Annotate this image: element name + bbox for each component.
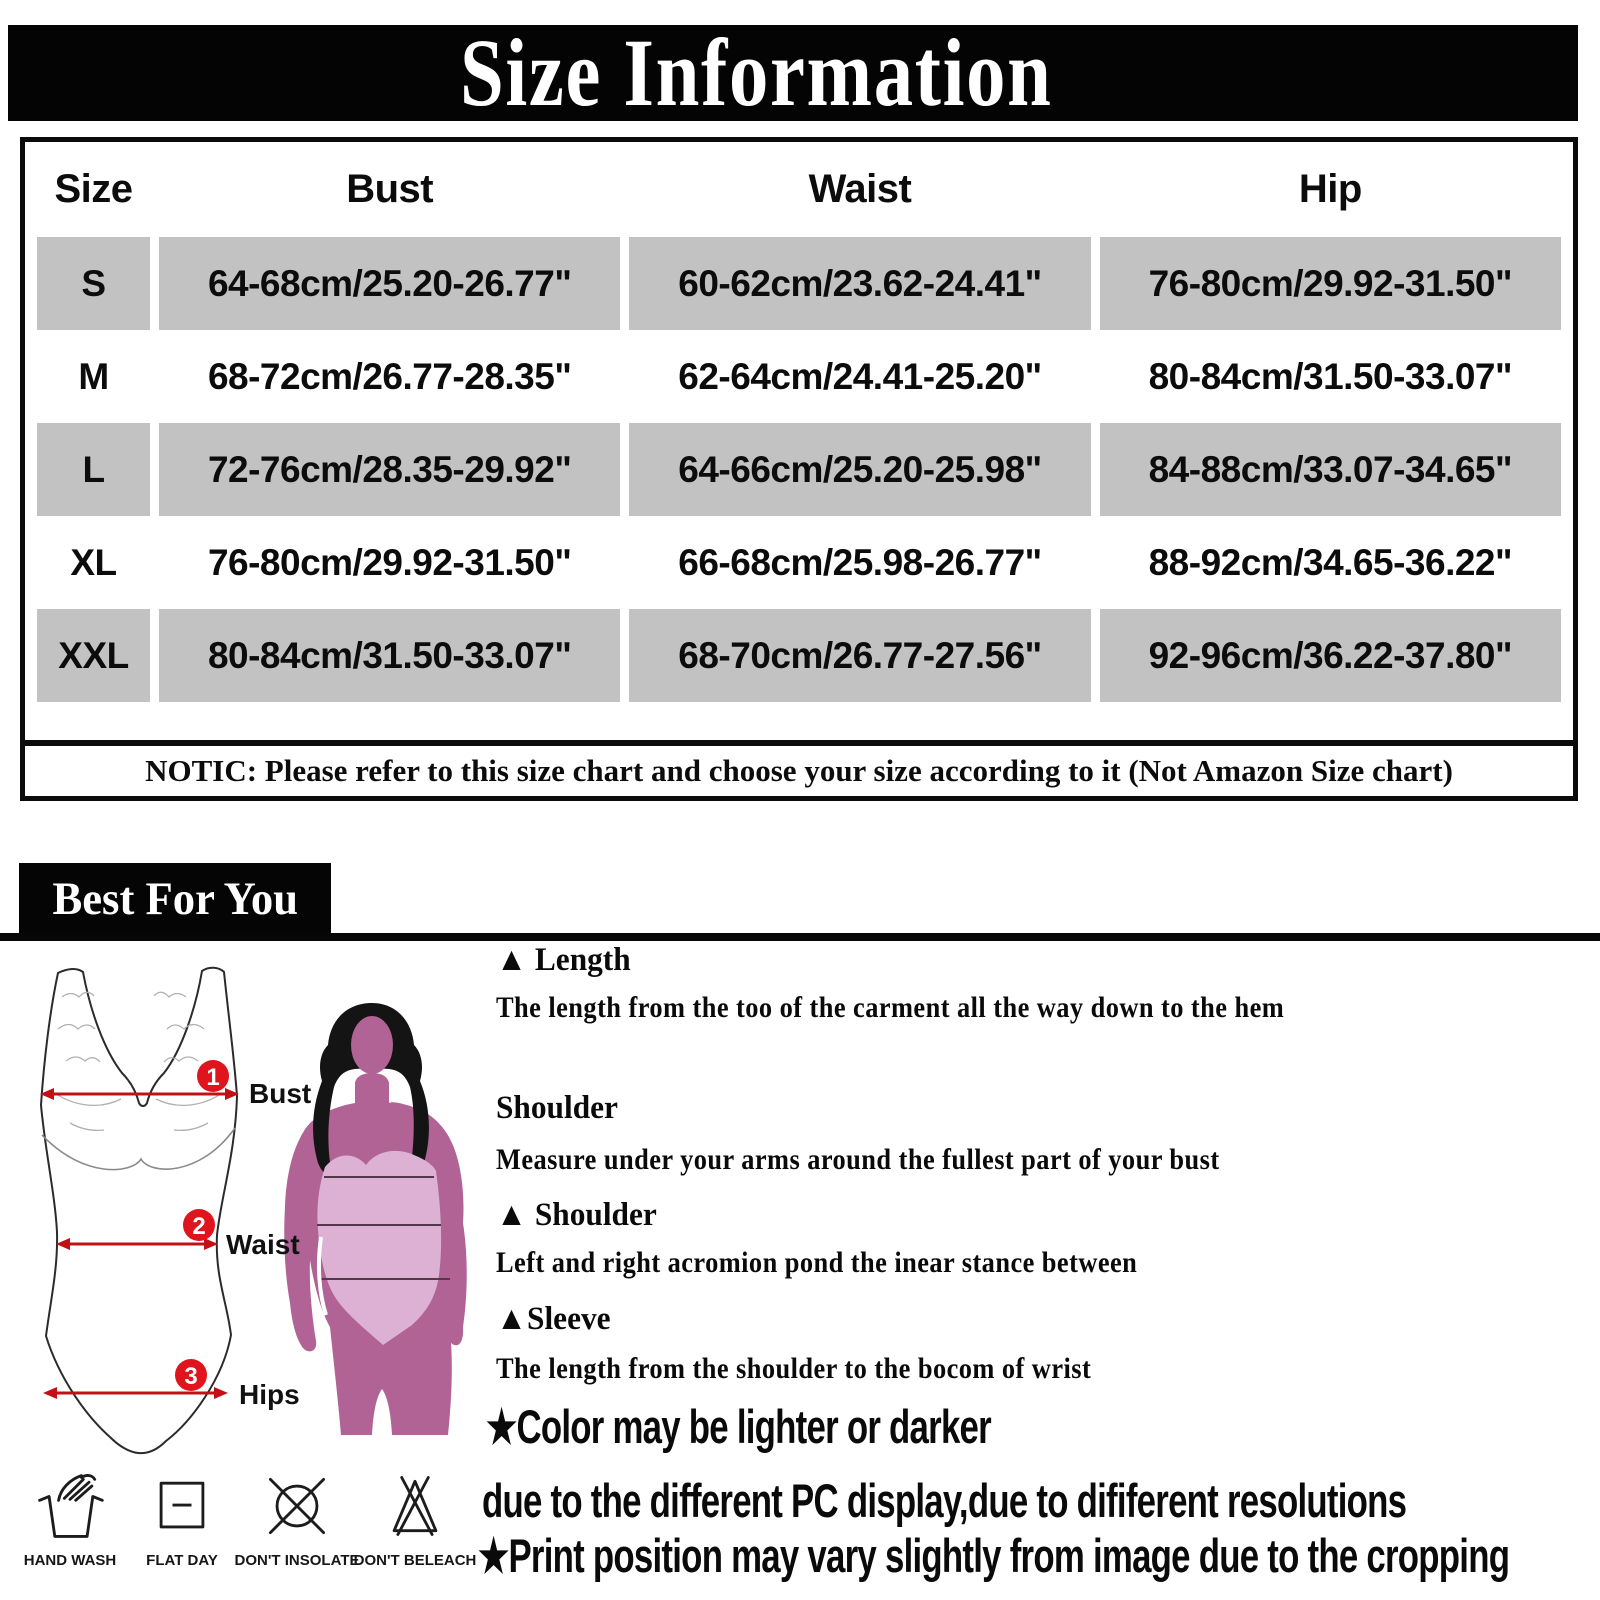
- cell-waist: 66-68cm/25.98-26.77": [678, 541, 1042, 583]
- cell-size: S: [37, 237, 150, 330]
- table-row: [25, 609, 1573, 702]
- table-row: [25, 237, 1573, 330]
- table-spacer: [25, 702, 1573, 740]
- hand-wash-icon: [32, 1468, 108, 1544]
- cell-bust: 72-76cm/28.35-29.92": [159, 423, 620, 516]
- hips-marker-badge: [175, 1359, 207, 1391]
- care-icons: [14, 1468, 477, 1569]
- cell-size: XXL: [37, 609, 150, 702]
- table-row: [25, 330, 1573, 423]
- guide-heading-shoulder2: ▲ Shoulder: [496, 1197, 657, 1233]
- dont-beleach-icon: [377, 1468, 453, 1544]
- measurement-diagram: [0, 945, 480, 1457]
- hips-label: Hips: [239, 1379, 300, 1410]
- cell-hip: 80-84cm/31.50-33.07": [1148, 355, 1513, 397]
- table-row: [25, 516, 1573, 609]
- cell-hip: 84-88cm/33.07-34.65": [1100, 423, 1561, 516]
- cell-bust: 76-80cm/29.92-31.50": [207, 541, 572, 583]
- swimsuit-illustration: [40, 968, 311, 1453]
- guide-heading-length: ▲ Length: [496, 942, 631, 978]
- bust-label: Bust: [249, 1078, 312, 1109]
- care-label: FLAT DAY: [146, 1552, 218, 1569]
- header-cell-hip: Hip: [1100, 142, 1561, 237]
- cell-bust: 80-84cm/31.50-33.07": [159, 609, 620, 702]
- best-for-you-title: Best For You: [52, 872, 298, 925]
- care-item-flat-day: [126, 1468, 238, 1569]
- dont-insolate-icon: [259, 1468, 335, 1544]
- flat-day-icon: [144, 1468, 220, 1544]
- cell-bust: 64-68cm/25.20-26.77": [159, 237, 620, 330]
- size-table: [20, 137, 1578, 801]
- care-label: DON'T BELEACH: [353, 1552, 477, 1569]
- disclaimer-display: due to the different PC display,due to dififerent resolutions: [482, 1474, 1407, 1527]
- disclaimer-color: ★Color may be lighter or darker: [486, 1400, 991, 1453]
- cell-hip: 76-80cm/29.92-31.50": [1100, 237, 1561, 330]
- waist-marker-badge: [183, 1209, 215, 1241]
- care-label: HAND WASH: [23, 1552, 117, 1569]
- divider-rule: [0, 933, 1600, 941]
- care-item-dont-beleach: [353, 1468, 477, 1569]
- bust-marker-badge: [197, 1060, 229, 1092]
- guide-body-shoulder: Measure under your arms around the fullest part of your bust: [496, 1143, 1220, 1176]
- care-item-hand-wash: [14, 1468, 126, 1569]
- hips-marker-number: 3: [184, 1363, 198, 1390]
- notice-row: [25, 740, 1573, 796]
- header-cell-size: Size: [37, 142, 150, 237]
- face: [351, 1016, 393, 1074]
- guide-heading-shoulder: Shoulder: [496, 1090, 618, 1126]
- table-row: [25, 423, 1573, 516]
- header-cell-waist: Waist: [629, 142, 1090, 237]
- bust-marker-number: 1: [206, 1064, 220, 1091]
- notice-text: NOTIC: Please refer to this size chart and choose your size according to it (Not Amazon Size chart): [145, 753, 1453, 788]
- care-item-dont-insolate: [234, 1468, 360, 1569]
- cell-hip: 92-96cm/36.22-37.80": [1100, 609, 1561, 702]
- header-cell-bust: Bust: [159, 142, 620, 237]
- header-banner: [8, 25, 1578, 121]
- guide-heading-sleeve: ▲Sleeve: [496, 1301, 611, 1337]
- cell-waist: 60-62cm/23.62-24.41": [629, 237, 1090, 330]
- body-silhouette: [284, 1003, 467, 1435]
- cell-size: L: [37, 423, 150, 516]
- cell-size: XL: [70, 541, 117, 583]
- waist-marker-number: 2: [192, 1213, 206, 1240]
- cell-bust: 68-72cm/26.77-28.35": [207, 355, 572, 397]
- cell-size: M: [78, 355, 109, 397]
- page-title: Size Information: [460, 25, 1053, 121]
- cell-waist: 68-70cm/26.77-27.56": [629, 609, 1090, 702]
- disclaimer-print: ★Print position may vary slightly from image due to the cropping: [478, 1529, 1510, 1582]
- guide-body-sleeve: The length from the shoulder to the bocom of wrist: [496, 1352, 1092, 1385]
- guide-body-shoulder2: Left and right acromion pond the inear stance between: [496, 1246, 1138, 1279]
- cell-hip: 88-92cm/34.65-36.22": [1148, 541, 1513, 583]
- guide-body-length: The length from the too of the carment all the way down to the hem: [496, 991, 1285, 1024]
- cell-waist: 64-66cm/25.20-25.98": [629, 423, 1090, 516]
- cell-waist: 62-64cm/24.41-25.20": [678, 355, 1042, 397]
- care-label: DON'T INSOLATE: [234, 1552, 360, 1569]
- best-for-you-banner: [19, 863, 331, 934]
- waist-label: Waist: [226, 1229, 300, 1260]
- table-header-row: [25, 142, 1573, 237]
